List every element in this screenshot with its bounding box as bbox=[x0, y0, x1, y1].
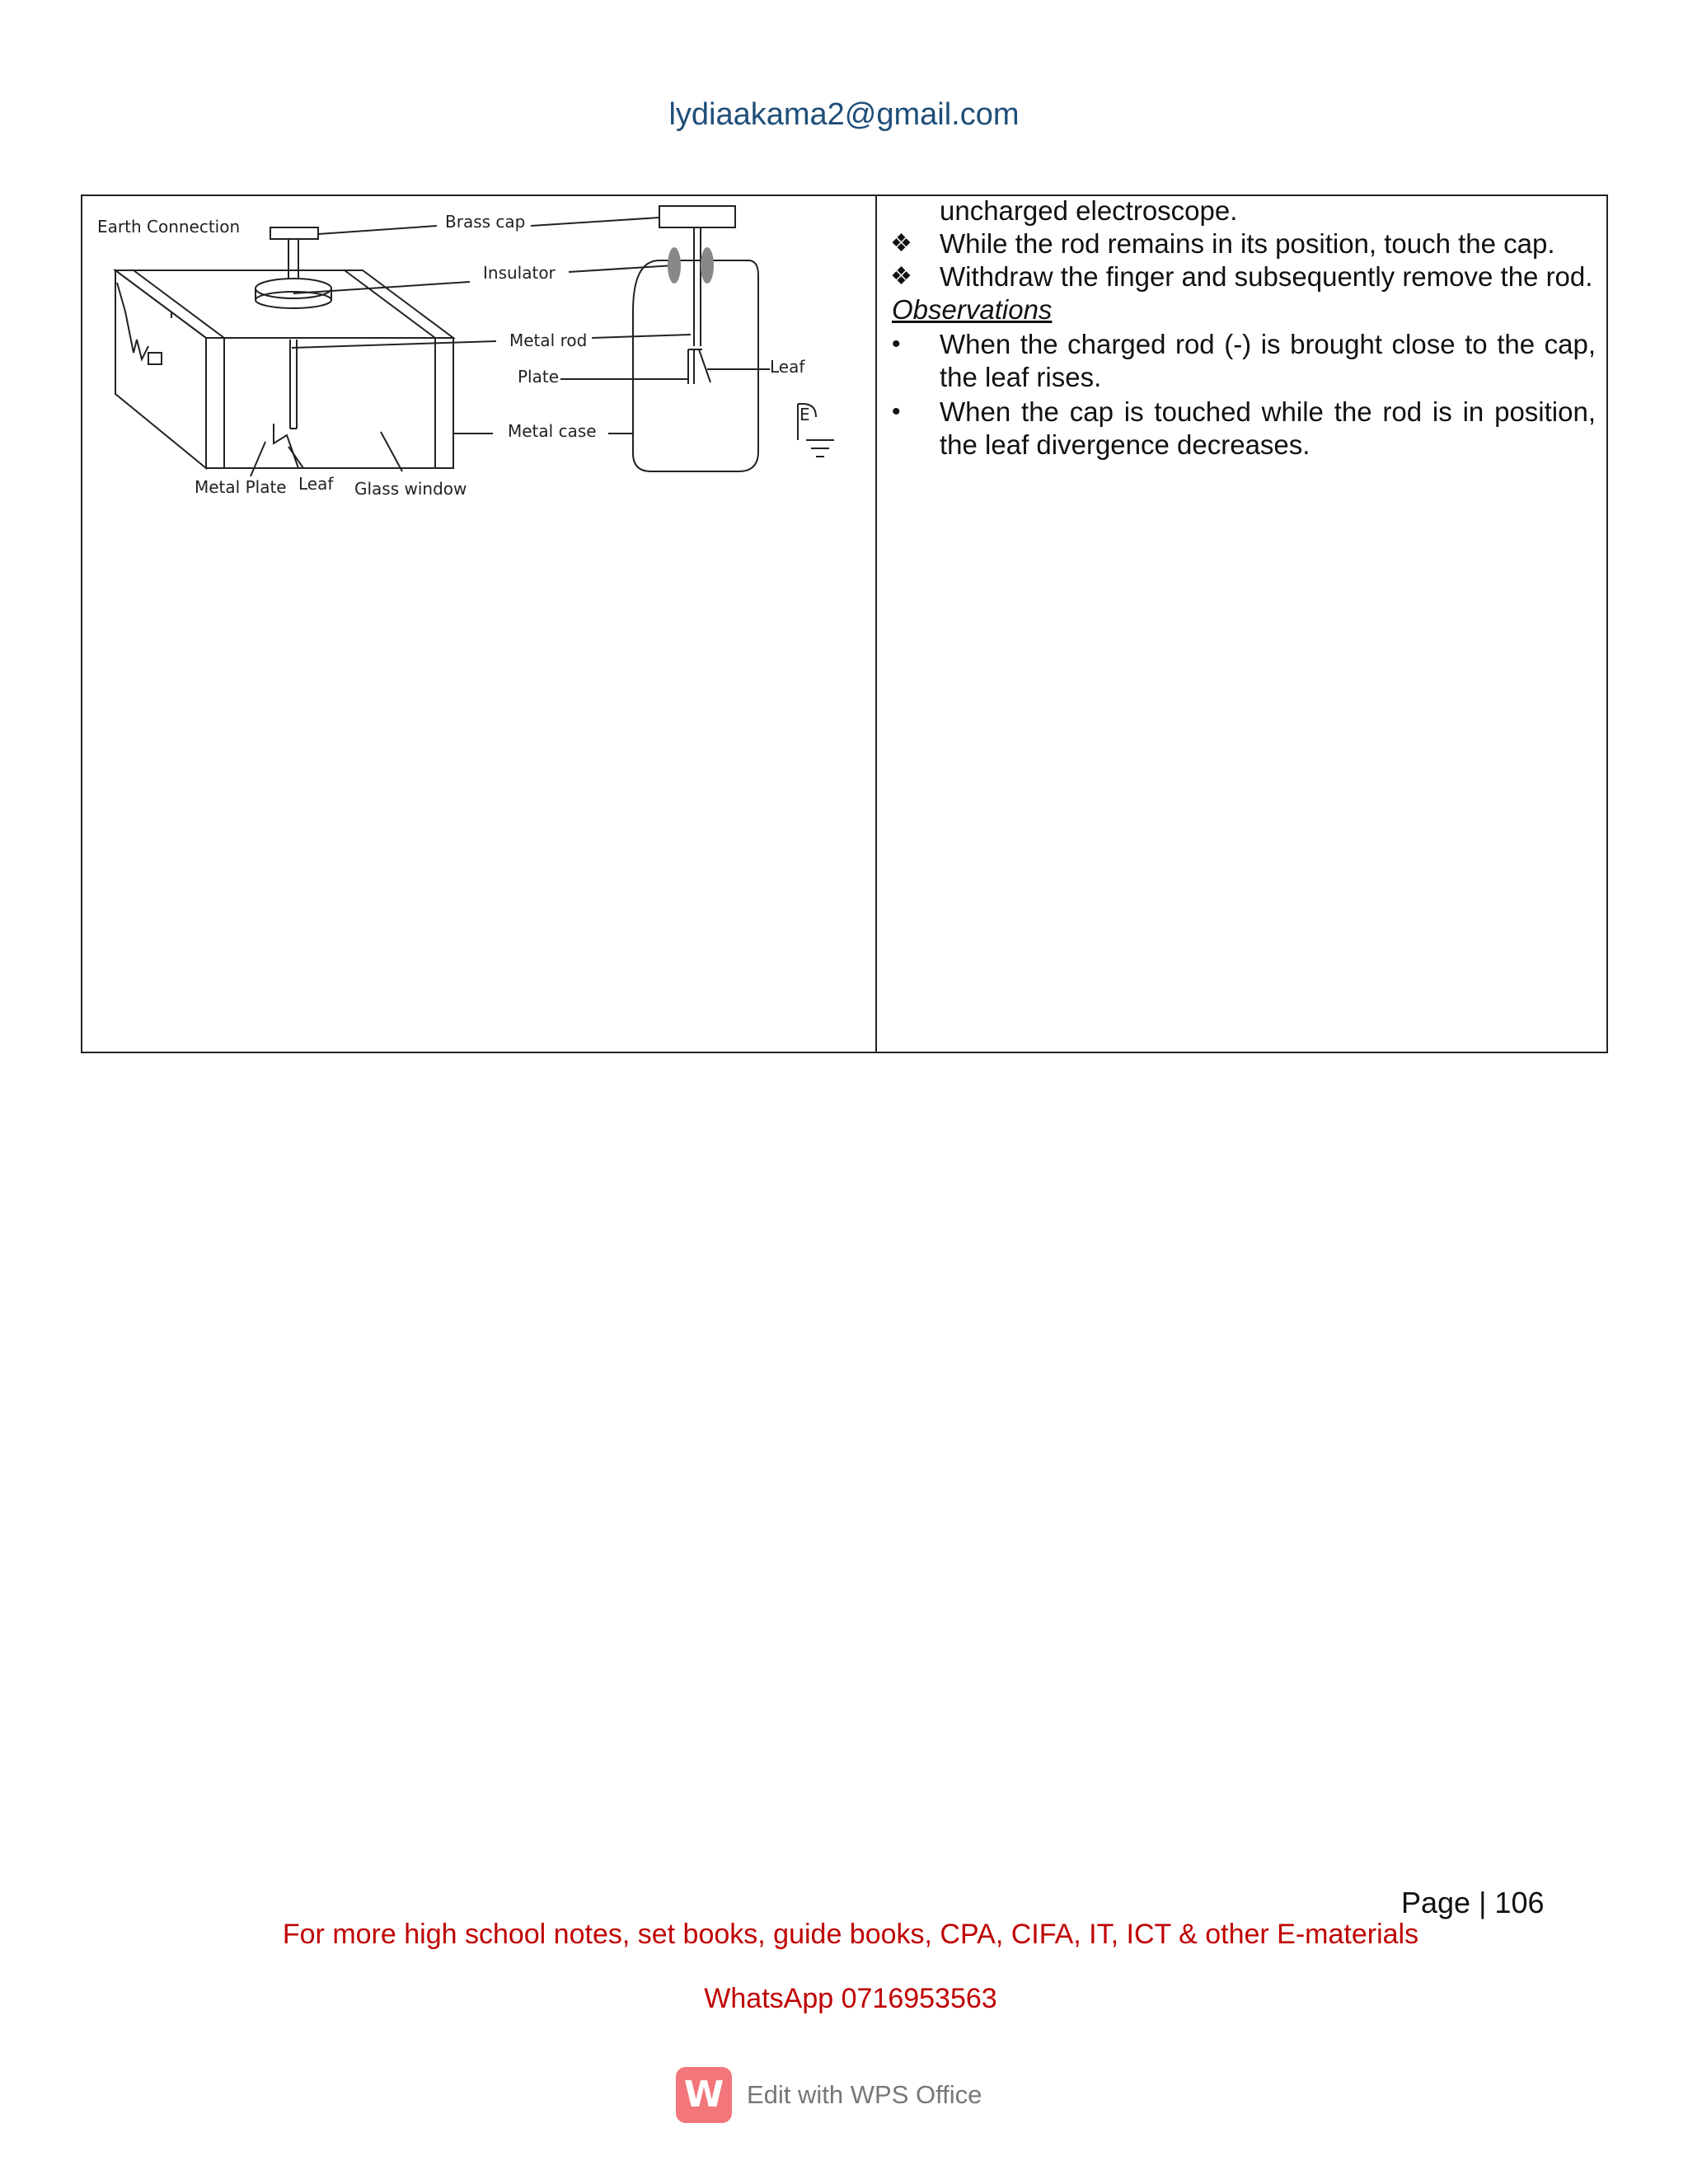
label-leaf-bottom: Leaf bbox=[298, 474, 334, 494]
label-metal-rod: Metal rod bbox=[509, 330, 588, 350]
right-cell bbox=[877, 196, 1606, 1052]
header-email: lydiaakama2@gmail.com bbox=[668, 97, 1020, 132]
label-plate: Plate bbox=[518, 367, 560, 387]
label-leaf-right: Leaf bbox=[770, 357, 805, 377]
procedure-step: Withdraw the finger and subsequently remove the rod. bbox=[940, 261, 1593, 292]
box-front-face bbox=[206, 338, 453, 468]
content-table bbox=[81, 194, 1608, 1053]
label-glass-window: Glass window bbox=[354, 479, 467, 499]
right-brass-cap bbox=[659, 206, 735, 227]
observation-text: When the cap is touched while the rod is in position, bbox=[940, 396, 1596, 427]
footer-promo: For more high school notes, set books, guide books, CPA, CIFA, IT, ICT & other E-materials bbox=[282, 1919, 1419, 1950]
diamond-bullet-icon: ❖ bbox=[890, 263, 912, 290]
right-metal-case bbox=[633, 260, 758, 471]
footer-whatsapp: WhatsApp 0716953563 bbox=[704, 1983, 997, 2014]
label-metal-case: Metal case bbox=[508, 421, 597, 441]
observation-text: the leaf divergence decreases. bbox=[940, 429, 1311, 460]
page-number: Page | 106 bbox=[1401, 1886, 1545, 1919]
label-brass-cap: Brass cap bbox=[445, 212, 526, 232]
bullet-dot-icon: • bbox=[892, 398, 901, 425]
box-insulator bbox=[256, 279, 331, 298]
electroscope-diagram bbox=[82, 196, 875, 509]
box-brass-cap bbox=[270, 227, 318, 239]
label-earth-e: E bbox=[799, 405, 810, 424]
wps-logo-icon[interactable]: W bbox=[676, 2067, 732, 2123]
label-insulator: Insulator bbox=[483, 263, 556, 283]
wps-edit-link[interactable]: Edit with WPS Office bbox=[747, 2080, 982, 2109]
procedure-line-continued: uncharged electroscope. bbox=[940, 195, 1238, 226]
box-top-face bbox=[115, 270, 453, 338]
label-earth-connection: Earth Connection bbox=[97, 217, 241, 237]
box-side-face bbox=[115, 270, 206, 468]
left-cell bbox=[82, 196, 875, 1052]
diamond-bullet-icon: ❖ bbox=[890, 230, 912, 257]
observations-heading: Observations bbox=[892, 294, 1053, 325]
observation-text: the leaf rises. bbox=[940, 362, 1102, 392]
observation-text: When the charged rod (-) is brought close to the cap, bbox=[940, 329, 1596, 359]
procedure-step: While the rod remains in its position, touch the cap. bbox=[940, 228, 1555, 259]
bullet-dot-icon: • bbox=[892, 330, 901, 358]
label-metal-plate: Metal Plate bbox=[195, 477, 287, 497]
